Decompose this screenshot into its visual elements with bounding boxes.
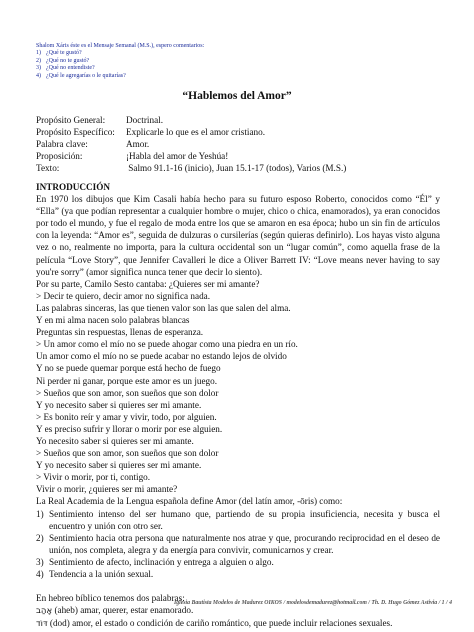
sermon-meta <box>36 114 346 174</box>
lyric-line: Y no se puede quemar porque está hecho de fuego <box>36 363 221 374</box>
meta-row: Palabra clave: Amor. <box>36 139 150 150</box>
definition-item: 4) Tendencia a la unión sexual. <box>36 569 154 579</box>
lyric-line: > Decir te quiero, decir amor no significa nada. <box>36 290 211 301</box>
lyric-line: > Sueños que son amor, son sueños que son dolor <box>36 448 219 459</box>
definition-item: 2) Sentimiento hacia otra persona que naturalmente nos atrae y que, procurando reciprocidad en el deseo de unión, nos completa, alegra y da energía para convivir, comunicarnos y crear. <box>36 532 440 555</box>
header-question: 2) ¿Qué no te gustó? <box>36 57 90 64</box>
header-note-intro: Shalom Xáris éste es el Mensaje Semanal (M.S.), espero comentarios: <box>36 43 205 49</box>
definition-item: 3) Sentimiento de afecto, inclinación y entrega a alguien o algo. <box>36 556 274 567</box>
lyric-line: > Sueños que son amor, son sueños que son dolor <box>36 387 219 398</box>
meta-row: Propósito General: Doctrinal. <box>36 115 163 125</box>
document-title: “Hablemos del Amor” <box>182 90 292 102</box>
hebrew-word-row: דּוֹד (dod) amor, el estado o condición de cariño romántico, que puede incluir relaciones sexuales. <box>36 618 393 630</box>
lyric-line: Las palabras sinceras, las que tienen valor son las que salen del alma. <box>36 302 291 313</box>
lyric-line: > Un amor como el mío no se puede ahogar como una piedra en un río. <box>36 339 298 350</box>
header-note <box>36 43 204 80</box>
lyric-line: > Vivir o morir, por ti, contigo. <box>36 472 151 483</box>
lyric-line: Por su parte, Camilo Sesto cantaba: ¿Quieres ser mi amante? <box>36 278 260 289</box>
meta-row: Proposición: ¡Habla del amor de Yeshúa! <box>36 151 229 162</box>
hebrew-word: דּוֹד <box>36 619 48 630</box>
definition-item: 1) Sentimiento intenso del ser humano que, partiendo de su propia insuficiencia, necesita y busca el encuentro y unión con otro ser. <box>36 508 440 531</box>
intro-paragraph: En 1970 los dibujos que Kim Casali había hecho para su futuro esposo Roberto, conocidos como “Él” y “Ella” (ya que podían representar a cualquier hombre o mujer, chico o chica, enamorados), ya eran conocidos por todo el mundo, y fue el regalo de moda entre los que se amaron en esa época; hubo un sin fin de artículos con la leyenda: “Amor es”, seguida de dulzuras o cursilerías (según quieras definirlo). Los hayas visto alguna vez o no, realmente no importa, para la cultura occidental son un “lugar común”, como aquella frase de la película “Love Story”, que Jennifer Cavalleri le dice a Oliver Barrett IV: “Love means never having to say you're sorry” (amor significa nunca tener que decir lo siento). <box>36 194 440 277</box>
lyric-line: Yo necesito saber si quieres ser mi amante. <box>36 435 194 446</box>
meta-row: Propósito Específico: Explicarle lo que es el amor cristiano. <box>36 127 266 138</box>
hebrew-intro: En hebreo bíblico tenemos dos palabras: <box>36 593 185 604</box>
rae-definition-intro: La Real Academia de la Lengua española define Amor (del latín amor, -ōris) como: <box>36 496 343 507</box>
page-footer: Iglesia Bautista Modelos de Madurez OIKOS / modelosdemadurez@hotmail.com / Th. D. Hugo Gómez Astivia / 1 / 4 <box>173 600 452 606</box>
lyric-line: Vivir o morir, ¿quieres ser mi amante? <box>36 484 178 495</box>
lyric-line: Y es preciso sufrir y llorar o morir por ese alguien. <box>36 423 223 434</box>
lyric-line: > Es bonito reír y amar y vivir, todo, por alguien. <box>36 411 217 422</box>
lyric-line: Un amor como el mío no se puede acabar no estando lejos de olvido <box>36 351 287 362</box>
hebrew-word-row: אָהַב (aheb) amar, querer, estar enamorado. <box>36 605 194 617</box>
lyric-line: Y yo necesito saber si quieres ser mi amante. <box>36 399 202 410</box>
header-question: 1) ¿Qué te gustó? <box>36 50 82 57</box>
section-heading: INTRODUCCIÓN <box>36 182 111 192</box>
header-question: 3) ¿Qué no entendiste? <box>36 65 95 72</box>
document-body <box>36 181 440 630</box>
lyric-line: Y en mi alma nacen solo palabras blancas <box>36 315 190 326</box>
lyric-line: Preguntas sin respuestas, llenas de esperanza. <box>36 327 204 338</box>
hebrew-word: אָהַב <box>36 606 53 617</box>
lyric-line: Y yo necesito saber si quieres ser mi amante. <box>36 460 202 471</box>
spacer <box>36 580 440 592</box>
header-question: 4) ¿Qué le agregarías o le quitarías? <box>36 72 126 79</box>
lyric-line: Ni perder ni ganar, porque este amor es un juego. <box>36 375 218 386</box>
meta-row: Texto: Salmo 91.1-16 (inicio), Juan 15.1-17 (todos), Varios (M.S.) <box>36 163 347 174</box>
